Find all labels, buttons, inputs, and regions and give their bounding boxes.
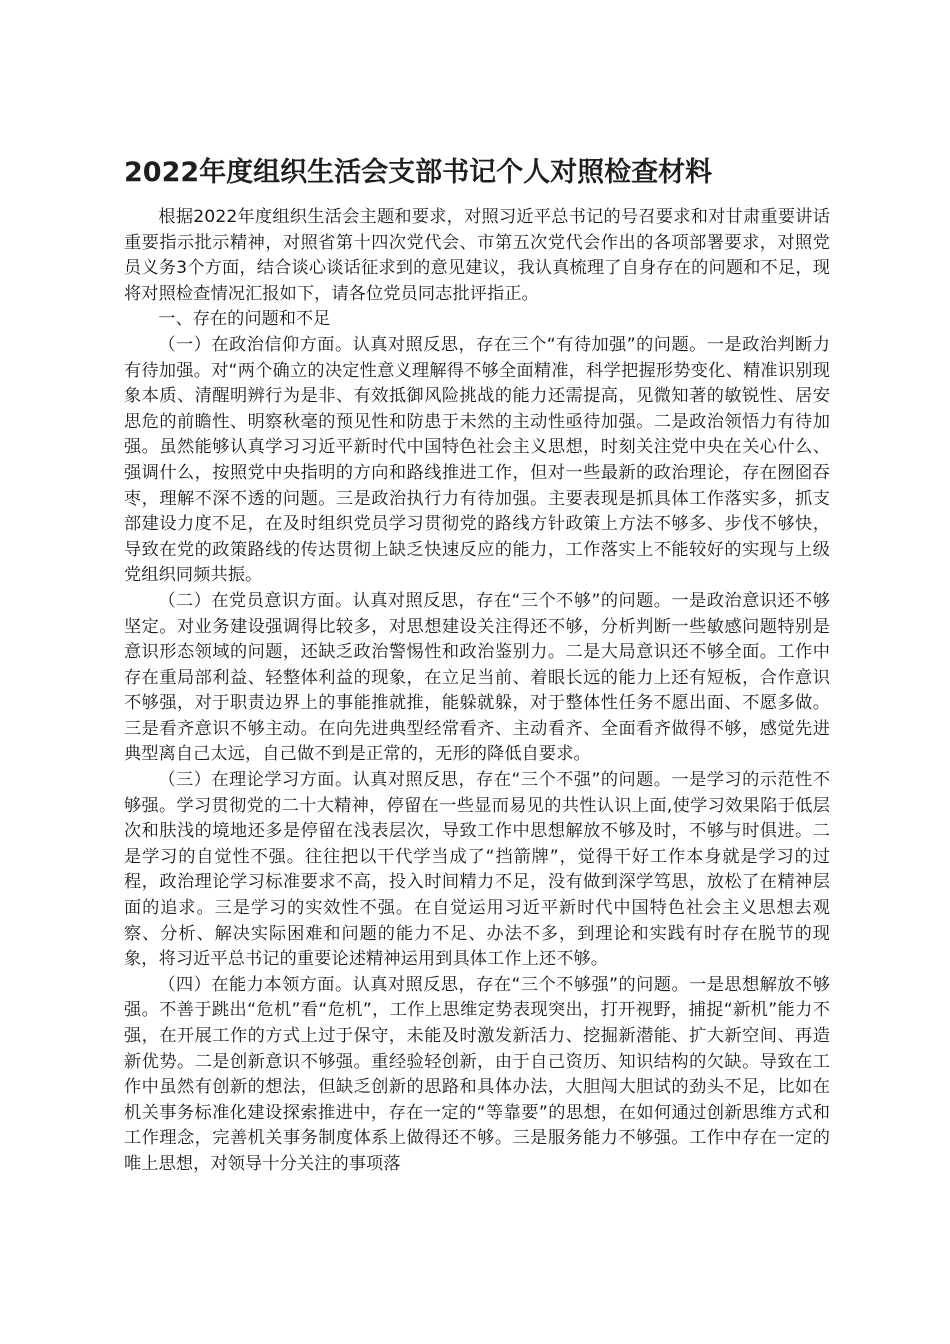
item-paragraph-4: （四）在能力本领方面。认真对照反思，存在“三个不够强”的问题。一是思想解放不够强。不善于跳出“危机”看“危机”，工作上思维定势表现突出，打开视野，捕捉“新机”能力不强，在开展工作的方式上过于保守，未能及时激发新活力、挖掘新潜能、扩大新空间、再造新优势。二是创新意识不够强。重经验轻创新，由于自己资历、知识结构的欠缺。导致在工作中虽然有创新的想法，但缺乏创新的思路和具体办法，大胆闯大胆试的劲头不足，比如在机关事务标准化建设探索推进中，存在一定的“等靠要”的思想，在如何通过创新思维方式和工作理念，完善机关事务制度体系上做得还不够。三是服务能力不够强。工作中存在一定的唯上思想，对领导十分关注的事项落 bbox=[124, 974, 830, 1174]
document-title: 2022年度组织生活会支部书记个人对照检查材料 bbox=[124, 157, 713, 188]
item-paragraph-1: （一）在政治信仰方面。认真对照反思，存在三个“有待加强”的问题。一是政治判断力有待加强。对“两个确立的决定性意义理解得不够全面精准，科学把握形势变化、精准识别现象本质、清醒明辨行为是非、有效抵御风险挑战的能力还需提高，见微知著的敏锐性、居安思危的前瞻性、明察秋毫的预见性和防患于未然的主动性亟待加强。二是政治领悟力有待加强。虽然能够认真学习习近平新时代中国特色社会主义思想，时刻关注党中央在关心什么、强调什么，按照党中央指明的方向和路线推进工作，但对一些最新的政治理论，存在囫囵吞枣，理解不深不透的问题。三是政治执行力有待加强。主要表现是抓具体工作落实多，抓支部建设力度不足，在及时组织党员学习贯彻党的路线方针政策上方法不够多、步伐不够快，导致在党的政策路线的传达贯彻上缺乏快速反应的能力，工作落实上不能较好的实现与上级党组织同频共振。 bbox=[124, 334, 830, 586]
item-paragraph-3: （三）在理论学习方面。认真对照反思，存在“三个不强”的问题。一是学习的示范性不够强。学习贯彻党的二十大精神，停留在一些显而易见的共性认识上面,使学习效果陷于低层次和肤浅的境地还多是停留在浅表层次，导致工作中思想解放不够及时，不够与时俱进。二是学习的自觉性不强。往往把以干代学当成了“挡箭牌”，觉得干好工作本身就是学习的过程，政治理论学习标准要求不高，投入时间精力不足，没有做到深学笃思，放松了在精神层面的追求。三是学习的实效性不强。在自觉运用习近平新时代中国特色社会主义思想去观察、分析、解决实际困难和问题的能力不足、办法不多，到理论和实践有时存在脱节的现象，将习近平总书记的重要论述精神运用到具体工作上还不够。 bbox=[124, 770, 830, 970]
intro-paragraph: 根据2022年度组织生活会主题和要求，对照习近平总书记的号召要求和对甘肃重要讲话重要指示批示精神，对照省第十四次党代会、市第五次党代会作出的各项部署要求，对照党员义务3个方面，结合谈心谈话征求到的意见建议，我认真梳理了自身存在的问题和不足，现将对照检查情况汇报如下，请各位党员同志批评指正。 bbox=[124, 207, 830, 304]
section-heading: 一、存在的问题和不足 bbox=[158, 309, 331, 330]
item-paragraph-2: （二）在党员意识方面。认真对照反思，存在“三个不够”的问题。一是政治意识还不够坚定。对业务建设强调得比较多，对思想建设关注得还不够，分析判断一些敏感问题特别是意识形态领域的问题，还缺乏政治警惕性和政治鉴别力。二是大局意识还不够全面。工作中存在重局部利益、轻整体利益的现象，在立足当前、着眼长远的能力上还有短板，合作意识不够强，对于职责边界上的事能推就推，能躲就躲，对于整体性任务不愿出面、不愿多做。三是看齐意识不够主动。在向先进典型经常看齐、主动看齐、全面看齐做得不够，感觉先进典型离自己太远，自己做不到是正常的，无形的降低自要求。 bbox=[124, 590, 830, 765]
document-page bbox=[124, 150, 830, 1178]
